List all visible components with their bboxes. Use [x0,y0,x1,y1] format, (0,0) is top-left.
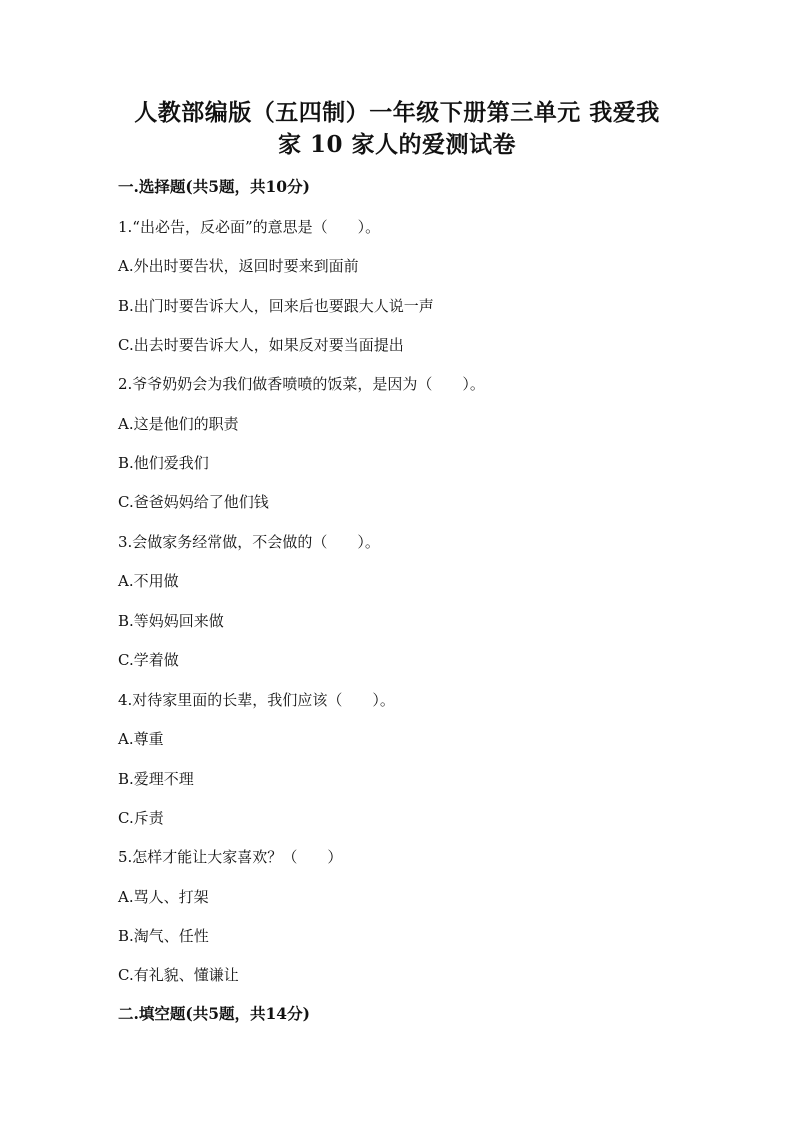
question-4-option-b: B.爱理不理 [118,770,194,788]
question-5-option-b: B.淘气、任性 [118,927,209,945]
question-2-option-c: C.爸爸妈妈给了他们钱 [118,493,269,511]
question-2-stem: 2.爷爷奶奶会为我们做香喷喷的饭菜，是因为（ ）。 [118,375,485,393]
section-heading-fill-blank: 二.填空题(共5题，共14分) [118,1004,310,1023]
document-title-line2: 家 10 家人的爱测试卷 [277,131,517,158]
question-5-stem: 5.怎样才能让大家喜欢？（ ） [118,848,343,866]
question-5-option-c: C.有礼貌、懂谦让 [118,966,239,984]
question-4-option-a: A.尊重 [118,730,164,748]
question-1-option-c: C.出去时要告诉大人，如果反对要当面提出 [118,336,404,354]
document-title-line1: 人教部编版（五四制）一年级下册第三单元 我爱我 [134,99,660,126]
question-3-option-a: A.不用做 [118,572,179,590]
question-1-stem: 1.“出必告，反必面”的意思是（ ）。 [118,218,381,236]
question-3-stem: 3.会做家务经常做，不会做的（ ）。 [118,533,380,551]
question-2-option-b: B.他们爱我们 [118,454,209,472]
question-1-option-b: B.出门时要告诉大人，回来后也要跟大人说一声 [118,297,434,315]
question-3-option-b: B.等妈妈回来做 [118,612,224,630]
question-4-stem: 4.对待家里面的长辈，我们应该（ ）。 [118,691,395,709]
question-3-option-c: C.学着做 [118,651,179,669]
question-2-option-a: A.这是他们的职责 [118,415,239,433]
question-1-option-a: A.外出时要告状，返回时要来到面前 [118,257,359,275]
question-5-option-a: A.骂人、打架 [118,888,209,906]
question-4-option-c: C.斥责 [118,809,164,827]
section-heading-choice: 一.选择题(共5题，共10分) [118,177,310,196]
